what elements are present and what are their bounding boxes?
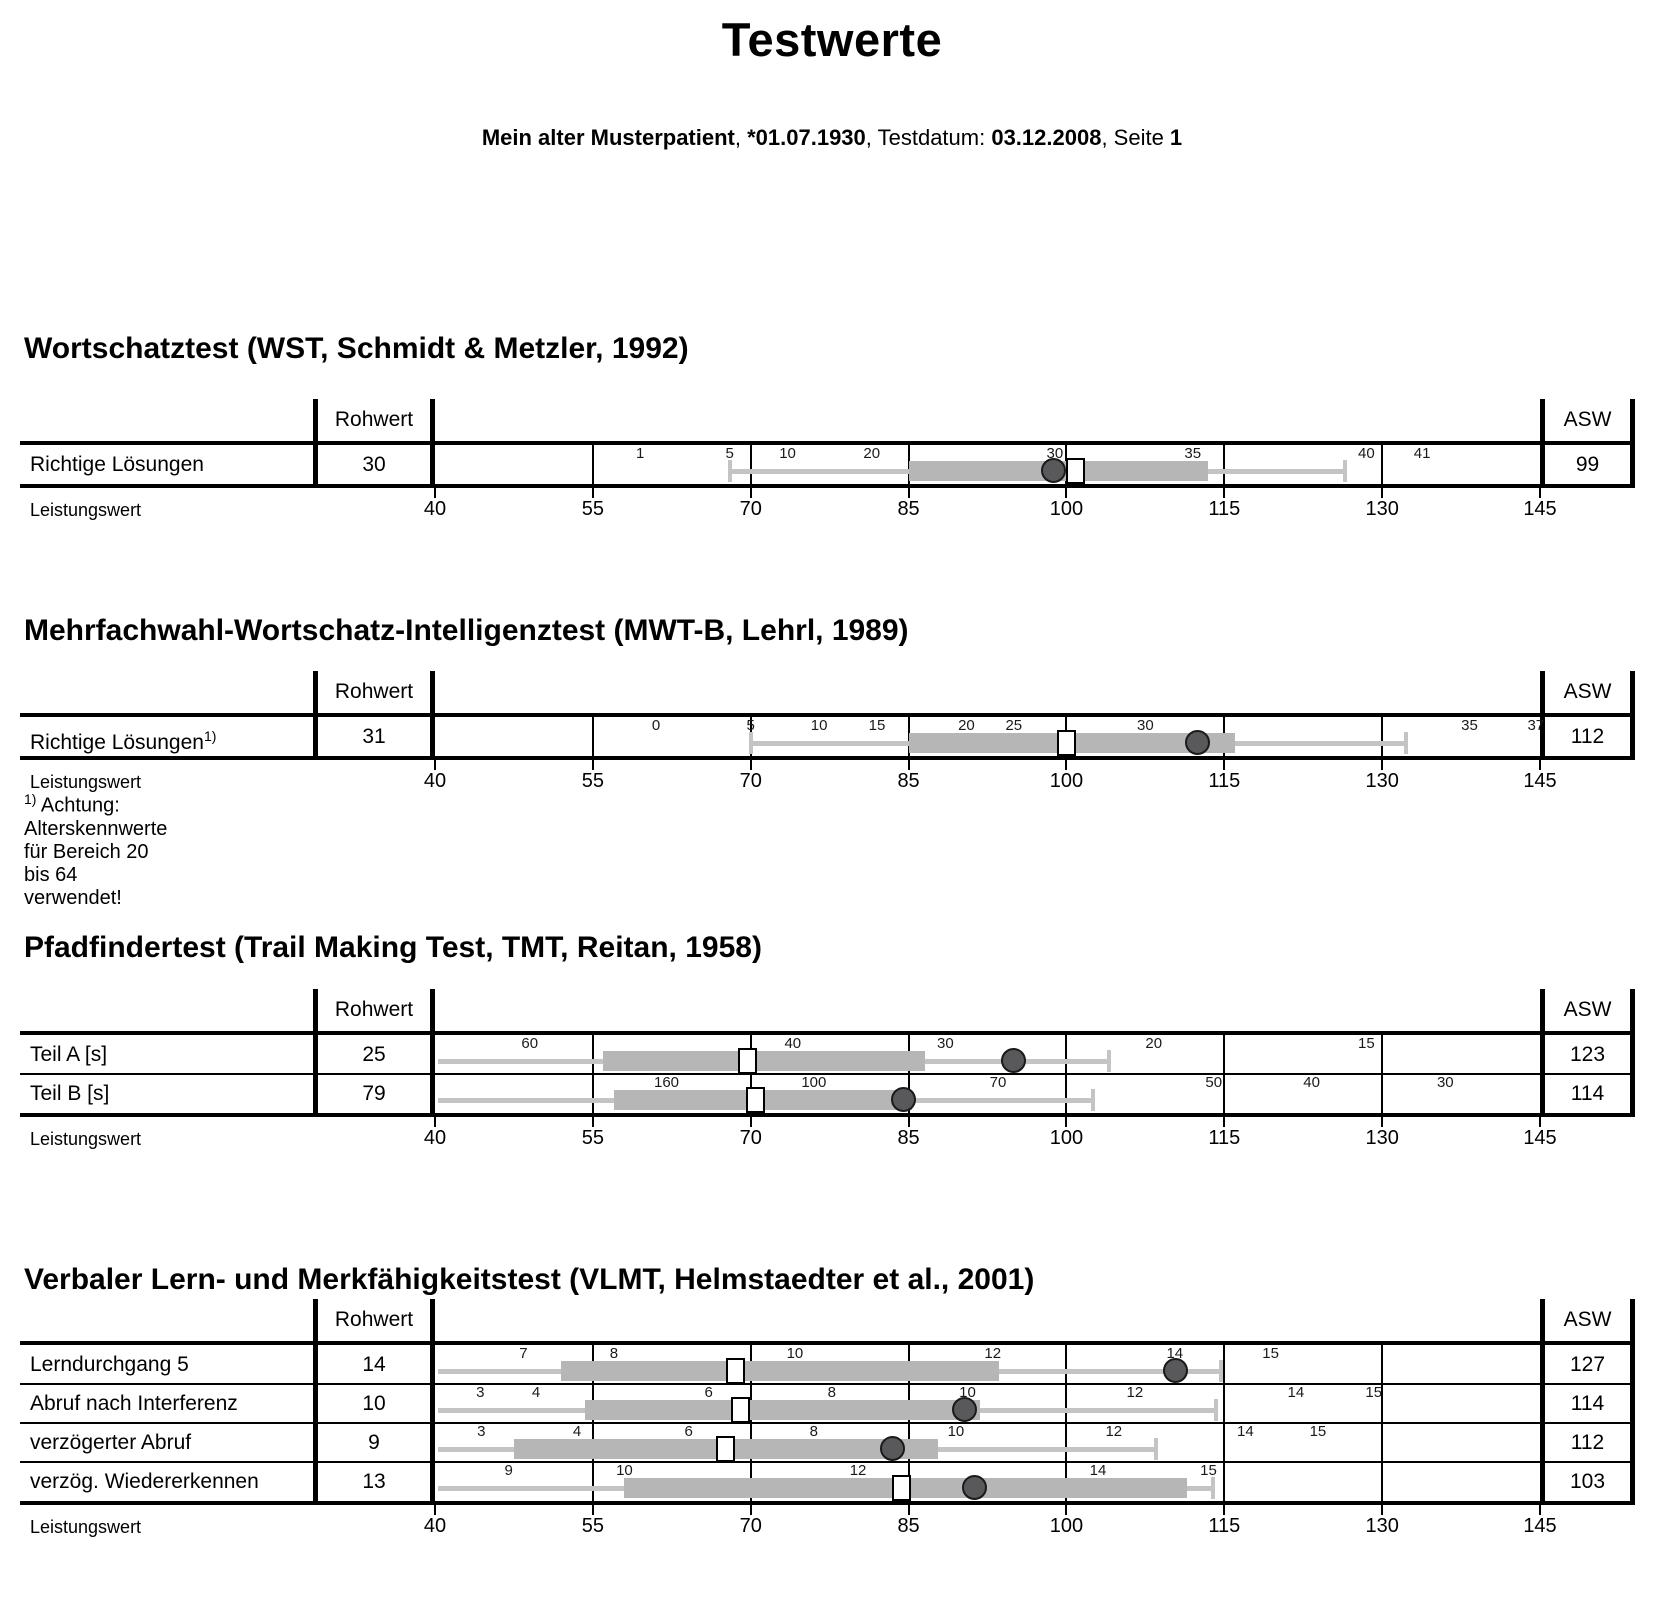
asw-value: 112 bbox=[1570, 1431, 1605, 1454]
patient-info-part: , bbox=[734, 125, 748, 150]
asw-value: 114 bbox=[1570, 1392, 1605, 1415]
column-border bbox=[1630, 989, 1635, 1117]
axis-tick bbox=[1065, 1117, 1067, 1127]
axis-tick bbox=[1539, 760, 1541, 770]
axis-tick bbox=[750, 1505, 752, 1515]
axis-title: Leistungswert bbox=[30, 500, 142, 520]
norm-median-square bbox=[746, 1087, 765, 1113]
raw-landmark-label: 4 bbox=[531, 1384, 541, 1401]
page-title: Testwerte bbox=[721, 13, 943, 66]
patient-info-part: 03.12.2008 bbox=[991, 125, 1102, 150]
scale-area bbox=[435, 1035, 1540, 1074]
raw-landmark-label: 5 bbox=[725, 445, 734, 462]
raw-landmark-label: 7 bbox=[519, 1345, 528, 1362]
whisker-cap-left bbox=[728, 460, 732, 482]
axis-tick-label: 130 bbox=[1365, 770, 1399, 792]
asw-header: ASW bbox=[1563, 998, 1612, 1021]
rohwert-header: Rohwert bbox=[334, 680, 414, 703]
raw-landmark-label: 35 bbox=[1184, 445, 1202, 462]
norm-bar bbox=[603, 1051, 925, 1071]
axis-tick bbox=[434, 1117, 436, 1127]
grid-line bbox=[592, 717, 594, 756]
grid-line bbox=[592, 1462, 594, 1501]
grid-line bbox=[1381, 1074, 1383, 1113]
grid-line bbox=[1223, 1345, 1225, 1384]
raw-landmark-label: 60 bbox=[521, 1035, 539, 1052]
axis-tick-label: 70 bbox=[739, 1127, 762, 1149]
axis-tick-label: 145 bbox=[1523, 770, 1557, 792]
asw-value: 112 bbox=[1570, 725, 1605, 748]
axis-tick-label: 55 bbox=[581, 1515, 604, 1537]
raw-landmark-label: 30 bbox=[1436, 1074, 1454, 1091]
axis-tick-label: 145 bbox=[1523, 1515, 1557, 1537]
raw-landmark-label: 30 bbox=[1046, 445, 1064, 462]
raw-landmark-label: 100 bbox=[801, 1074, 827, 1091]
grid-line bbox=[1065, 1035, 1067, 1074]
axis-tick-label: 40 bbox=[423, 770, 447, 792]
axis-tick bbox=[592, 1505, 594, 1515]
grid-line bbox=[592, 1074, 594, 1113]
patient-score-circle bbox=[891, 1087, 916, 1112]
asw-header: ASW bbox=[1563, 680, 1612, 703]
axis-tick bbox=[1223, 760, 1225, 770]
grid-line bbox=[750, 445, 752, 484]
axis-tick-label: 85 bbox=[897, 770, 920, 792]
grid-line bbox=[592, 1035, 594, 1074]
raw-landmark-label: 14 bbox=[1236, 1423, 1254, 1440]
rohwert-value: 79 bbox=[362, 1082, 386, 1105]
axis-tick-label: 100 bbox=[1049, 498, 1084, 520]
raw-landmark-label: 15 bbox=[1262, 1345, 1279, 1362]
axis-tick bbox=[1381, 1505, 1383, 1515]
raw-landmark-label: 8 bbox=[609, 1345, 619, 1362]
axis-tick bbox=[750, 1117, 752, 1127]
raw-landmark-label: 10 bbox=[959, 1384, 976, 1401]
axis-tick-label: 70 bbox=[739, 1515, 762, 1537]
row-label: Teil B [s] bbox=[30, 1082, 110, 1105]
scale-area bbox=[435, 717, 1545, 756]
raw-landmark-label: 15 bbox=[1358, 1035, 1375, 1052]
raw-landmark-label: 14 bbox=[1089, 1462, 1107, 1479]
raw-landmark-label: 1 bbox=[636, 445, 645, 462]
whisker-cap-right bbox=[1404, 732, 1408, 754]
scale-area bbox=[435, 1462, 1540, 1501]
patient-info-part: *01.07.1930 bbox=[747, 125, 866, 150]
table-bottom-border bbox=[20, 1501, 1635, 1505]
raw-landmark-label: 15 bbox=[1365, 1384, 1383, 1401]
whisker-cap-right bbox=[1343, 460, 1347, 482]
axis-tick-label: 115 bbox=[1208, 1515, 1241, 1537]
raw-landmark-label: 30 bbox=[1137, 717, 1154, 734]
raw-landmark-label: 35 bbox=[1461, 717, 1478, 734]
raw-landmark-label: 25 bbox=[1005, 717, 1023, 734]
raw-landmark-label: 12 bbox=[1105, 1423, 1123, 1440]
raw-landmark-label: 12 bbox=[849, 1462, 867, 1479]
grid-line bbox=[1065, 1384, 1067, 1423]
axis-tick bbox=[750, 488, 752, 498]
axis-tick-label: 85 bbox=[897, 1515, 920, 1537]
grid-line bbox=[1065, 1074, 1067, 1113]
row-label: Richtige Lösungen$^{1)}$ bbox=[30, 728, 217, 754]
axis-tick-label: 100 bbox=[1049, 1127, 1084, 1149]
raw-landmark-label: 10 bbox=[810, 717, 828, 734]
norm-median-square bbox=[726, 1358, 745, 1384]
axis-tick-label: 40 bbox=[423, 1127, 447, 1149]
grid-line bbox=[592, 445, 594, 484]
norm-bar bbox=[561, 1361, 999, 1381]
axis-tick bbox=[592, 1117, 594, 1127]
axis-tick bbox=[1539, 1505, 1541, 1515]
scale-area bbox=[435, 1345, 1540, 1384]
raw-landmark-label: 0 bbox=[651, 717, 661, 734]
grid-line bbox=[1223, 1423, 1225, 1462]
raw-landmark-label: 3 bbox=[476, 1384, 485, 1401]
raw-landmark-label: 15 bbox=[868, 717, 886, 734]
raw-landmark-label: 40 bbox=[784, 1035, 802, 1052]
grid-line bbox=[1065, 1423, 1067, 1462]
axis-tick bbox=[592, 760, 594, 770]
patient-info-part: Mein alter Musterpatient bbox=[481, 125, 735, 150]
rohwert-value: 31 bbox=[362, 725, 386, 748]
whisker-cap-right bbox=[1091, 1089, 1095, 1111]
axis-title: Leistungswert bbox=[30, 772, 142, 792]
rohwert-value: 10 bbox=[362, 1392, 386, 1415]
test-heading: Verbaler Lern- und Merkfähigkeitstest (VLMT, Helmstaedter et al., 2001) bbox=[24, 1263, 1035, 1296]
raw-landmark-label: 40 bbox=[1303, 1074, 1320, 1091]
rohwert-value: 25 bbox=[362, 1043, 386, 1066]
scale-area bbox=[435, 1384, 1540, 1423]
asw-value: 114 bbox=[1570, 1082, 1605, 1105]
patient-info bbox=[0, 125, 1664, 151]
raw-landmark-label: 20 bbox=[863, 445, 881, 462]
raw-landmark-label: 41 bbox=[1413, 445, 1431, 462]
raw-landmark-label: 8 bbox=[827, 1384, 836, 1401]
asw-header: ASW bbox=[1563, 408, 1612, 431]
asw-value: 103 bbox=[1569, 1470, 1606, 1493]
axis-tick-label: 130 bbox=[1365, 1127, 1399, 1149]
whisker-cap-right bbox=[1211, 1477, 1215, 1499]
asw-header: ASW bbox=[1563, 1308, 1612, 1331]
grid-line bbox=[1065, 1345, 1067, 1384]
grid-line bbox=[1381, 1345, 1383, 1384]
test-heading: Mehrfachwahl-Wortschatz-Intelligenztest (MWT-B, Lehrl, 1989) bbox=[24, 614, 909, 647]
row-label: Richtige Lösungen bbox=[30, 453, 204, 476]
raw-landmark-label: 14 bbox=[1287, 1384, 1305, 1401]
raw-landmark-label: 12 bbox=[1126, 1384, 1144, 1401]
axis-tick-label: 85 bbox=[897, 1127, 920, 1149]
axis-title: Leistungswert bbox=[30, 1129, 142, 1149]
axis-tick-label: 70 bbox=[739, 770, 762, 792]
axis-tick bbox=[750, 760, 752, 770]
axis-tick bbox=[434, 1505, 436, 1515]
axis-tick-label: 55 bbox=[581, 1127, 604, 1149]
rohwert-value: 13 bbox=[362, 1470, 386, 1493]
raw-landmark-label: 6 bbox=[684, 1423, 693, 1440]
row-label-superscript: 1) bbox=[203, 728, 217, 744]
norm-bar bbox=[585, 1400, 980, 1420]
axis-tick-label: 70 bbox=[739, 498, 762, 520]
rohwert-value: 9 bbox=[368, 1431, 380, 1454]
raw-landmark-label: 3 bbox=[477, 1423, 486, 1440]
whisker-cap-right bbox=[1219, 1360, 1223, 1382]
axis-title: Leistungswert bbox=[30, 1517, 142, 1537]
grid-line bbox=[1223, 1462, 1225, 1501]
raw-landmark-label: 10 bbox=[779, 445, 796, 462]
patient-info-part: 1 bbox=[1169, 125, 1183, 150]
row-label: Teil A [s] bbox=[30, 1043, 108, 1066]
axis-tick bbox=[1539, 1117, 1541, 1127]
raw-landmark-label: 14 bbox=[1166, 1345, 1184, 1362]
axis-tick bbox=[908, 488, 910, 498]
rohwert-header: Rohwert bbox=[334, 408, 414, 431]
raw-landmark-label: 40 bbox=[1358, 445, 1375, 462]
row-label: Lerndurchgang 5 bbox=[30, 1353, 189, 1376]
grid-line bbox=[1381, 1423, 1383, 1462]
axis-tick-label: 40 bbox=[423, 1515, 447, 1537]
raw-landmark-label: 70 bbox=[989, 1074, 1007, 1091]
whisker-cap-right bbox=[1154, 1438, 1158, 1460]
axis-tick bbox=[1381, 760, 1383, 770]
raw-landmark-label: 160 bbox=[654, 1074, 680, 1091]
patient-info-part: , Testdatum: bbox=[865, 125, 992, 150]
column-border bbox=[1630, 671, 1635, 760]
rohwert-value: 14 bbox=[362, 1353, 386, 1376]
axis-tick-label: 115 bbox=[1208, 498, 1241, 520]
axis-tick-label: 145 bbox=[1523, 498, 1557, 520]
grid-line bbox=[1223, 1035, 1225, 1074]
norm-median-square bbox=[716, 1436, 735, 1462]
axis-tick-label: 100 bbox=[1049, 1515, 1084, 1537]
test-heading: Wortschatztest (WST, Schmidt & Metzler, 1992) bbox=[24, 332, 689, 365]
axis-tick bbox=[1539, 488, 1541, 498]
raw-landmark-label: 50 bbox=[1205, 1074, 1223, 1091]
table-bottom-border bbox=[20, 756, 1635, 760]
whisker-cap-right bbox=[1107, 1050, 1111, 1072]
raw-landmark-label: 15 bbox=[1200, 1462, 1217, 1479]
grid-line bbox=[1381, 445, 1383, 484]
axis-tick bbox=[592, 488, 594, 498]
whisker-cap-right bbox=[1214, 1399, 1218, 1421]
scale-area bbox=[435, 1074, 1540, 1113]
raw-landmark-label: 6 bbox=[704, 1384, 713, 1401]
patient-info-part: , Seite bbox=[1101, 125, 1170, 150]
whisker-cap-left bbox=[749, 732, 753, 754]
scale-area bbox=[435, 445, 1540, 484]
axis-tick bbox=[1381, 1117, 1383, 1127]
asw-value: 99 bbox=[1575, 453, 1600, 476]
norm-median-square bbox=[1066, 458, 1085, 484]
grid-line bbox=[1381, 717, 1383, 756]
axis-tick-label: 55 bbox=[581, 498, 604, 520]
axis-tick-label: 115 bbox=[1208, 770, 1241, 792]
axis-tick bbox=[1065, 1505, 1067, 1515]
asw-value: 127 bbox=[1569, 1353, 1606, 1376]
norm-median-square bbox=[731, 1397, 750, 1423]
footnote: $^{1)}$ Achtung: Alterskennwerte für Bereich 20 bis 64 verwendet! bbox=[24, 791, 168, 909]
axis-tick bbox=[1065, 488, 1067, 498]
grid-line bbox=[1223, 1074, 1225, 1113]
table-bottom-border bbox=[20, 1113, 1635, 1117]
axis-tick-label: 55 bbox=[581, 770, 604, 792]
raw-landmark-label: 30 bbox=[937, 1035, 954, 1052]
axis-tick bbox=[1065, 760, 1067, 770]
raw-landmark-label: 10 bbox=[947, 1423, 965, 1440]
axis-tick bbox=[1223, 1117, 1225, 1127]
axis-tick bbox=[1381, 488, 1383, 498]
axis-tick bbox=[434, 488, 436, 498]
row-label: verzögerter Abruf bbox=[30, 1431, 192, 1454]
raw-landmark-label: 12 bbox=[984, 1345, 1002, 1362]
footnote-superscript: 1) bbox=[24, 791, 37, 807]
axis-tick-label: 130 bbox=[1365, 498, 1399, 520]
axis-tick-label: 40 bbox=[423, 498, 447, 520]
norm-median-square bbox=[1057, 730, 1076, 756]
grid-line bbox=[1223, 445, 1225, 484]
grid-line bbox=[1223, 1384, 1225, 1423]
raw-landmark-label: 5 bbox=[746, 717, 755, 734]
scale-area bbox=[435, 1423, 1540, 1462]
axis-tick-label: 100 bbox=[1049, 770, 1084, 792]
asw-value: 123 bbox=[1569, 1043, 1606, 1066]
rohwert-header: Rohwert bbox=[334, 998, 414, 1021]
column-border bbox=[1630, 1299, 1635, 1505]
norm-median-square bbox=[738, 1048, 757, 1074]
rohwert-value: 30 bbox=[362, 453, 386, 476]
raw-landmark-label: 20 bbox=[1145, 1035, 1163, 1052]
patient-score-circle bbox=[1001, 1048, 1026, 1073]
axis-tick bbox=[908, 1117, 910, 1127]
row-label: verzög. Wiedererkennen bbox=[30, 1470, 259, 1493]
axis-tick bbox=[1223, 1505, 1225, 1515]
raw-landmark-label: 20 bbox=[958, 717, 975, 734]
norm-median-square bbox=[892, 1475, 911, 1501]
test-heading: Pfadfindertest (Trail Making Test, TMT, Reitan, 1958) bbox=[24, 931, 762, 964]
table-bottom-border bbox=[20, 484, 1635, 488]
raw-landmark-label: 10 bbox=[616, 1462, 633, 1479]
grid-line bbox=[1381, 1462, 1383, 1501]
axis-tick bbox=[1223, 488, 1225, 498]
axis-tick bbox=[908, 760, 910, 770]
rohwert-header: Rohwert bbox=[334, 1308, 414, 1331]
raw-landmark-label: 37 bbox=[1527, 717, 1545, 734]
raw-landmark-label: 15 bbox=[1309, 1423, 1327, 1440]
column-border bbox=[1630, 399, 1635, 488]
axis-tick-label: 145 bbox=[1523, 1127, 1557, 1149]
raw-landmark-label: 9 bbox=[504, 1462, 513, 1479]
axis-tick bbox=[434, 760, 436, 770]
axis-tick-label: 130 bbox=[1365, 1515, 1399, 1537]
axis-tick-label: 85 bbox=[897, 498, 920, 520]
grid-line bbox=[1381, 1035, 1383, 1074]
row-label: Abruf nach Interferenz bbox=[30, 1392, 238, 1415]
axis-tick-label: 115 bbox=[1208, 1127, 1241, 1149]
raw-landmark-label: 10 bbox=[786, 1345, 804, 1362]
axis-tick bbox=[908, 1505, 910, 1515]
raw-landmark-label: 8 bbox=[809, 1423, 819, 1440]
raw-landmark-label: 4 bbox=[572, 1423, 582, 1440]
